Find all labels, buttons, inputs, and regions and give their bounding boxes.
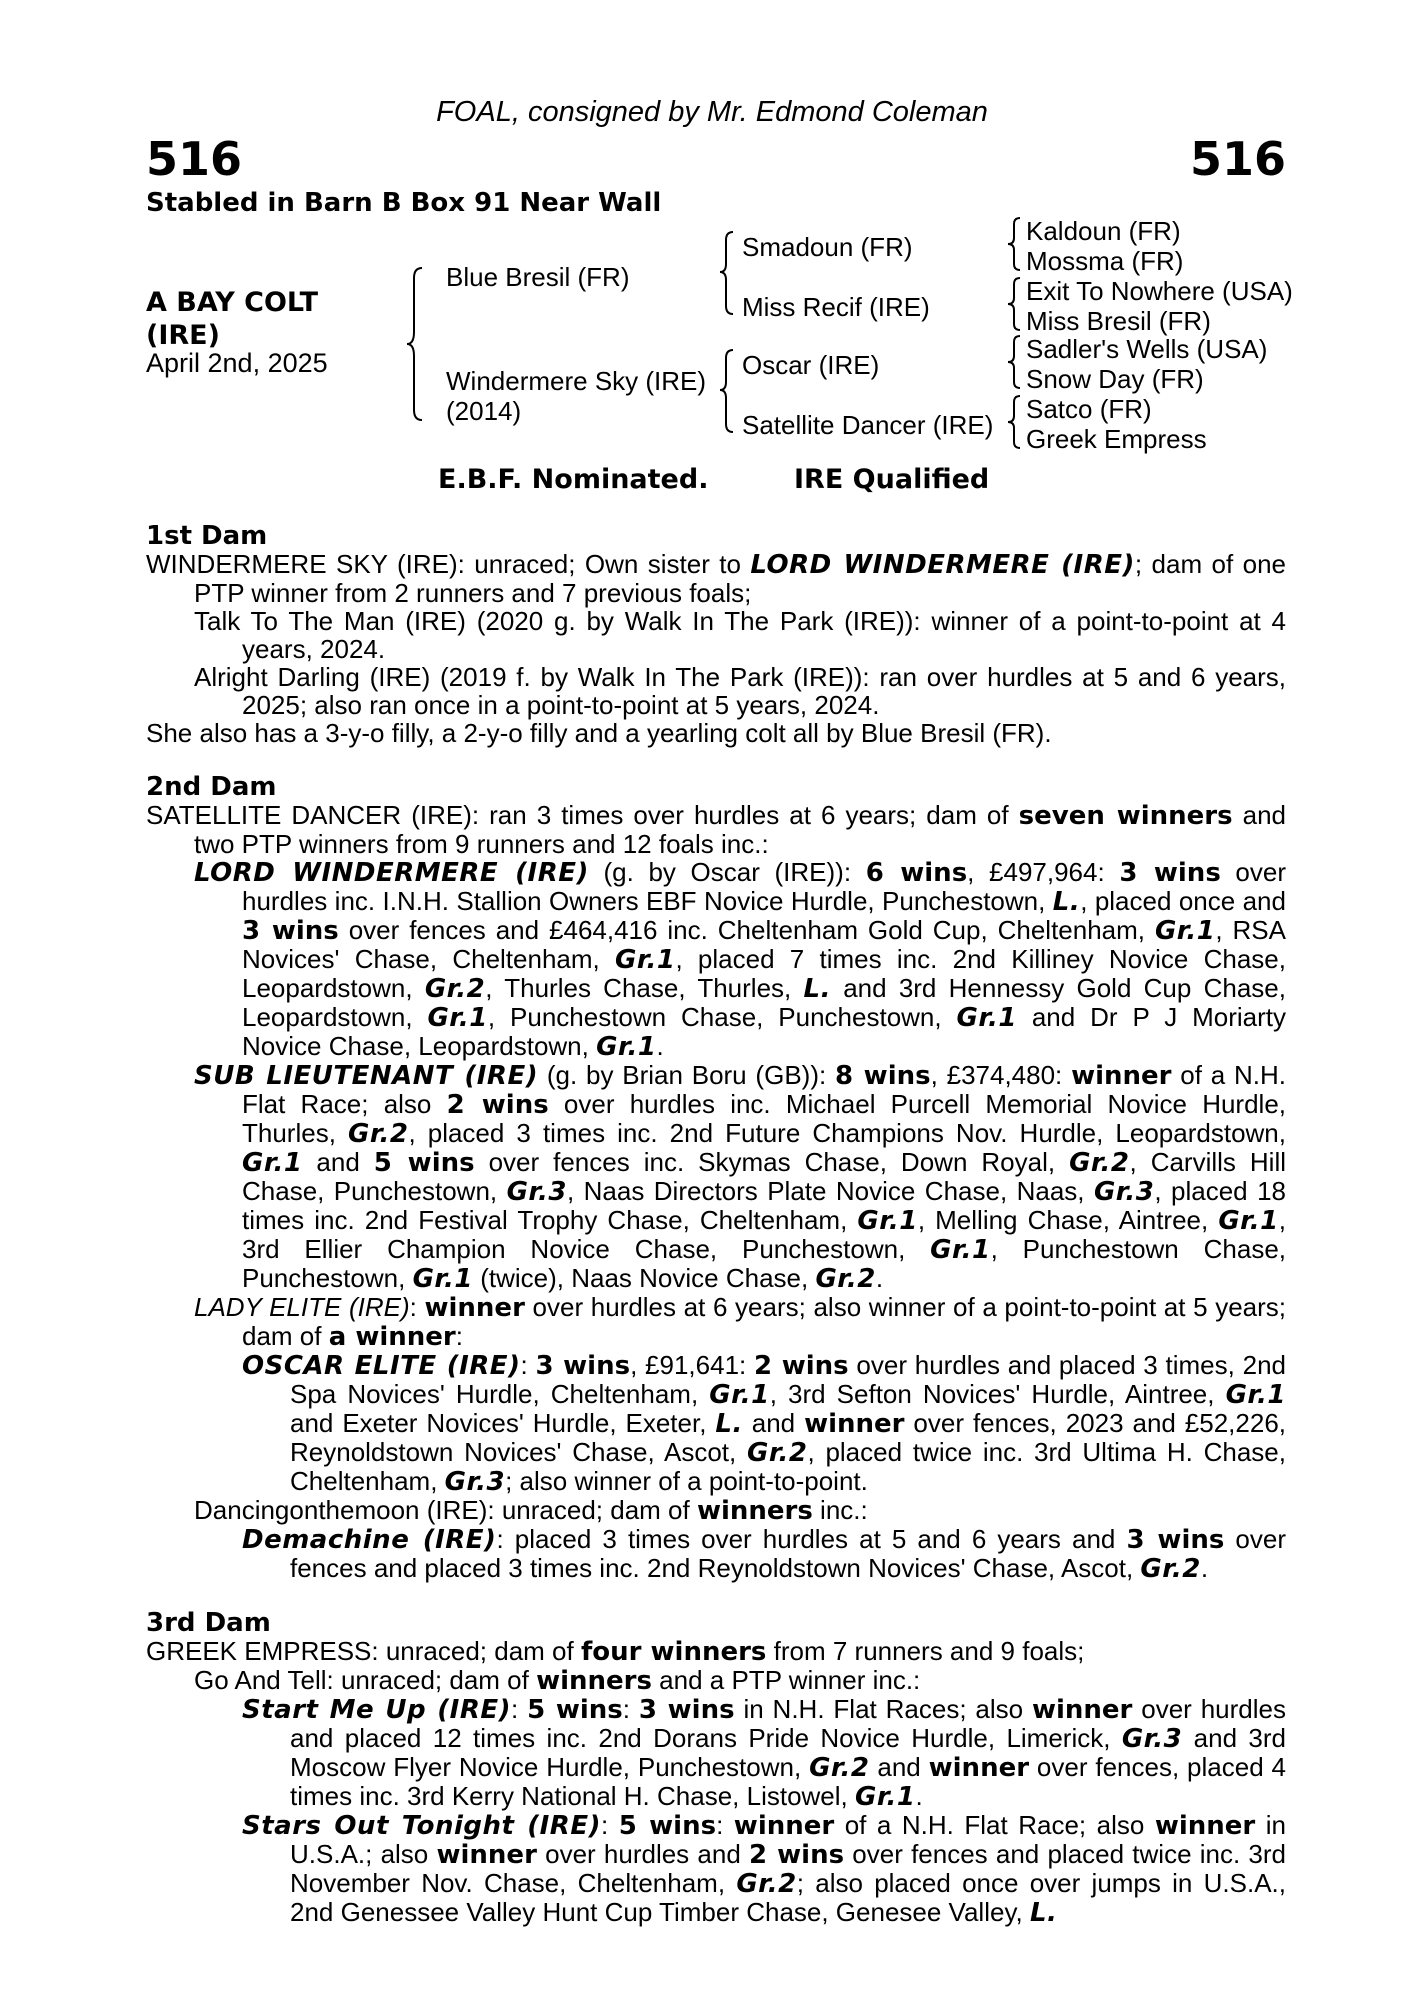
sub-lieutenant-record: SUB LIEUTENANT (IRE) (g. by Brian Boru (GB)): 8 wins, £374,480: winner of a N.H. Flat Race; also 2 wins over hurdles inc. Michael Purcell Memorial Novice Hurdle, Thurles, Gr.2, placed 3 times inc. 2nd Future Champions Nov. Hurdle, Leopardstown, Gr.1 and 5 wins over fences inc. Skymas Chase, Down Royal, Gr.2, Carvills Hill Chase, Punchestown, Gr.3, Naas Directors Plate Novice Chase, Naas, Gr.3, placed 18 times inc. 2nd Festival Trophy Chase, Cheltenham, Gr.1, Melling Chase, Aintree, Gr.1, 3rd Ellier Champion Novice Chase, Punchestown, Gr.1, Punchestown Chase, Punchestown, Gr.1 (twice), Naas Novice Chase, Gr.2. — [194, 1060, 1287, 1294]
oscar-elite-record: OSCAR ELITE (IRE): 3 wins, £91,641: 2 wins over hurdles and placed 3 times, 2nd Spa Novices' Hurdle, Cheltenham, Gr.1, 3rd Sefton Novices' Hurdle, Aintree, Gr.1 and Exeter Novices' Hurdle, Exeter, L. and winner over fences, 2023 and £52,226, Reynoldstown Novices' Chase, Ascot, Gr.2, placed twice inc. 3rd Ultima H. Chase, Cheltenham, Gr.3; also winner of a point-to-point. — [242, 1350, 1287, 1497]
ire-qualified: IRE Qualified — [794, 464, 990, 495]
brace-dam — [718, 348, 736, 434]
consignor-line: FOAL, consigned by Mr. Edmond Coleman — [436, 96, 988, 128]
dam-foaling-year: (2014) — [446, 396, 522, 426]
second-dam-intro: SATELLITE DANCER (IRE): ran 3 times over hurdles at 6 years; dam of seven winners and two PTP winners from 9 runners and 12 foals inc.: — [146, 800, 1287, 859]
ancestor-3: Exit To Nowhere (USA) — [1026, 276, 1293, 306]
ebf-nomination: E.B.F. Nominated. — [438, 464, 709, 495]
ancestor-5: Sadler's Wells (USA) — [1026, 334, 1268, 364]
lot-number-right: 516 — [1189, 132, 1286, 186]
ancestor-2: Mossma (FR) — [1026, 246, 1184, 276]
brace-sire — [718, 230, 736, 316]
stabling-info: Stabled in Barn B Box 91 Near Wall — [146, 188, 662, 218]
first-dam-note: She also has a 3-y-o filly, a 2-y-o filly and a yearling colt all by Blue Bresil (FR). — [146, 718, 1052, 748]
horse-country: (IRE) — [146, 320, 220, 351]
first-dam-intro: WINDERMERE SKY (IRE): unraced; Own sister to LORD WINDERMERE (IRE); dam of one PTP winner from 2 runners and 7 previous foals; — [146, 549, 1287, 608]
brace-g2 — [1006, 276, 1022, 332]
sire-dam: Miss Recif (IRE) — [742, 292, 930, 322]
brace-g1 — [1006, 216, 1022, 272]
horse-title — [146, 286, 318, 352]
first-dam-foal-2: Alright Darling (IRE) (2019 f. by Walk In The Park (IRE)): ran over hurdles at 5 and 6 years, 2025; also ran once in a point-to-point at 5 years, 2024. — [194, 662, 1286, 720]
dam-dam: Satellite Dancer (IRE) — [742, 410, 994, 440]
ancestor-1: Kaldoun (FR) — [1026, 216, 1181, 246]
lot-number-left: 516 — [146, 132, 243, 186]
sire-sire: Smadoun (FR) — [742, 232, 913, 262]
second-dam-heading: 2nd Dam — [146, 772, 277, 802]
demachine-record: Demachine (IRE): placed 3 times over hurdles at 5 and 6 years and 3 wins over fences and placed 3 times inc. 2nd Reynoldstown Novices' Chase, Ascot, Gr.2. — [242, 1524, 1286, 1584]
third-dam-intro: GREEK EMPRESS: unraced; dam of four winners from 7 runners and 9 foals; — [146, 1636, 1085, 1667]
lady-elite-record: LADY ELITE (IRE): winner over hurdles at 6 years; also winner of a point-to-point at 5 years; dam of a winner: — [194, 1292, 1287, 1352]
brace-gen1 — [405, 266, 425, 422]
sire: Blue Bresil (FR) — [446, 262, 630, 292]
ancestor-4: Miss Bresil (FR) — [1026, 306, 1211, 336]
first-dam-foal-1: Talk To The Man (IRE) (2020 g. by Walk In The Park (IRE)): winner of a point-to-point at 4 years, 2024. — [194, 606, 1286, 664]
dam: Windermere Sky (IRE) — [446, 366, 707, 396]
ancestor-8: Greek Empress — [1026, 424, 1207, 454]
go-and-tell-record: Go And Tell: unraced; dam of winners and a PTP winner inc.: — [194, 1665, 921, 1696]
brace-g3 — [1006, 334, 1022, 390]
dancingonthemoon-record: Dancingonthemoon (IRE): unraced; dam of winners inc.: — [194, 1495, 868, 1526]
third-dam-heading: 3rd Dam — [146, 1608, 271, 1638]
first-dam-heading: 1st Dam — [146, 521, 268, 551]
catalogue-body — [146, 522, 1286, 1927]
stars-out-tonight-record: Stars Out Tonight (IRE): 5 wins: winner of a N.H. Flat Race; also winner in U.S.A.; also winner over hurdles and 2 wins over fences and placed twice inc. 3rd November Nov. Chase, Cheltenham, Gr.2; also placed once over jumps in U.S.A., 2nd Genessee Valley Hunt Cup Timber Chase, Genesee Valley, L. — [242, 1810, 1287, 1928]
lord-windermere-record: LORD WINDERMERE (IRE) (g. by Oscar (IRE)): 6 wins, £497,964: 3 wins over hurdles inc. I.N.H. Stallion Owners EBF Novice Hurdle, Punchestown, L., placed once and 3 wins over fences and £464,416 inc. Cheltenham Gold Cup, Cheltenham, Gr.1, RSA Novices' Chase, Cheltenham, Gr.1, placed 7 times inc. 2nd Killiney Novice Chase, Leopardstown, Gr.2, Thurles Chase, Thurles, L. and 3rd Hennessy Gold Cup Chase, Leopardstown, Gr.1, Punchestown Chase, Punchestown, Gr.1 and Dr P J Moriarty Novice Chase, Leopardstown, Gr.1. — [194, 857, 1287, 1062]
dam-sire: Oscar (IRE) — [742, 350, 880, 380]
horse-type: A BAY COLT — [146, 287, 319, 318]
foaling-date: April 2nd, 2025 — [146, 348, 328, 378]
brace-g4 — [1006, 394, 1022, 450]
start-me-up-record: Start Me Up (IRE): 5 wins: 3 wins in N.H. Flat Races; also winner over hurdles and placed 12 times inc. 2nd Dorans Pride Novice Hurdle, Limerick, Gr.3 and 3rd Moscow Flyer Novice Hurdle, Punchestown, Gr.2 and winner over fences, placed 4 times inc. 3rd Kerry National H. Chase, Listowel, Gr.1. — [242, 1694, 1286, 1812]
ancestor-6: Snow Day (FR) — [1026, 364, 1204, 394]
ancestor-7: Satco (FR) — [1026, 394, 1152, 424]
